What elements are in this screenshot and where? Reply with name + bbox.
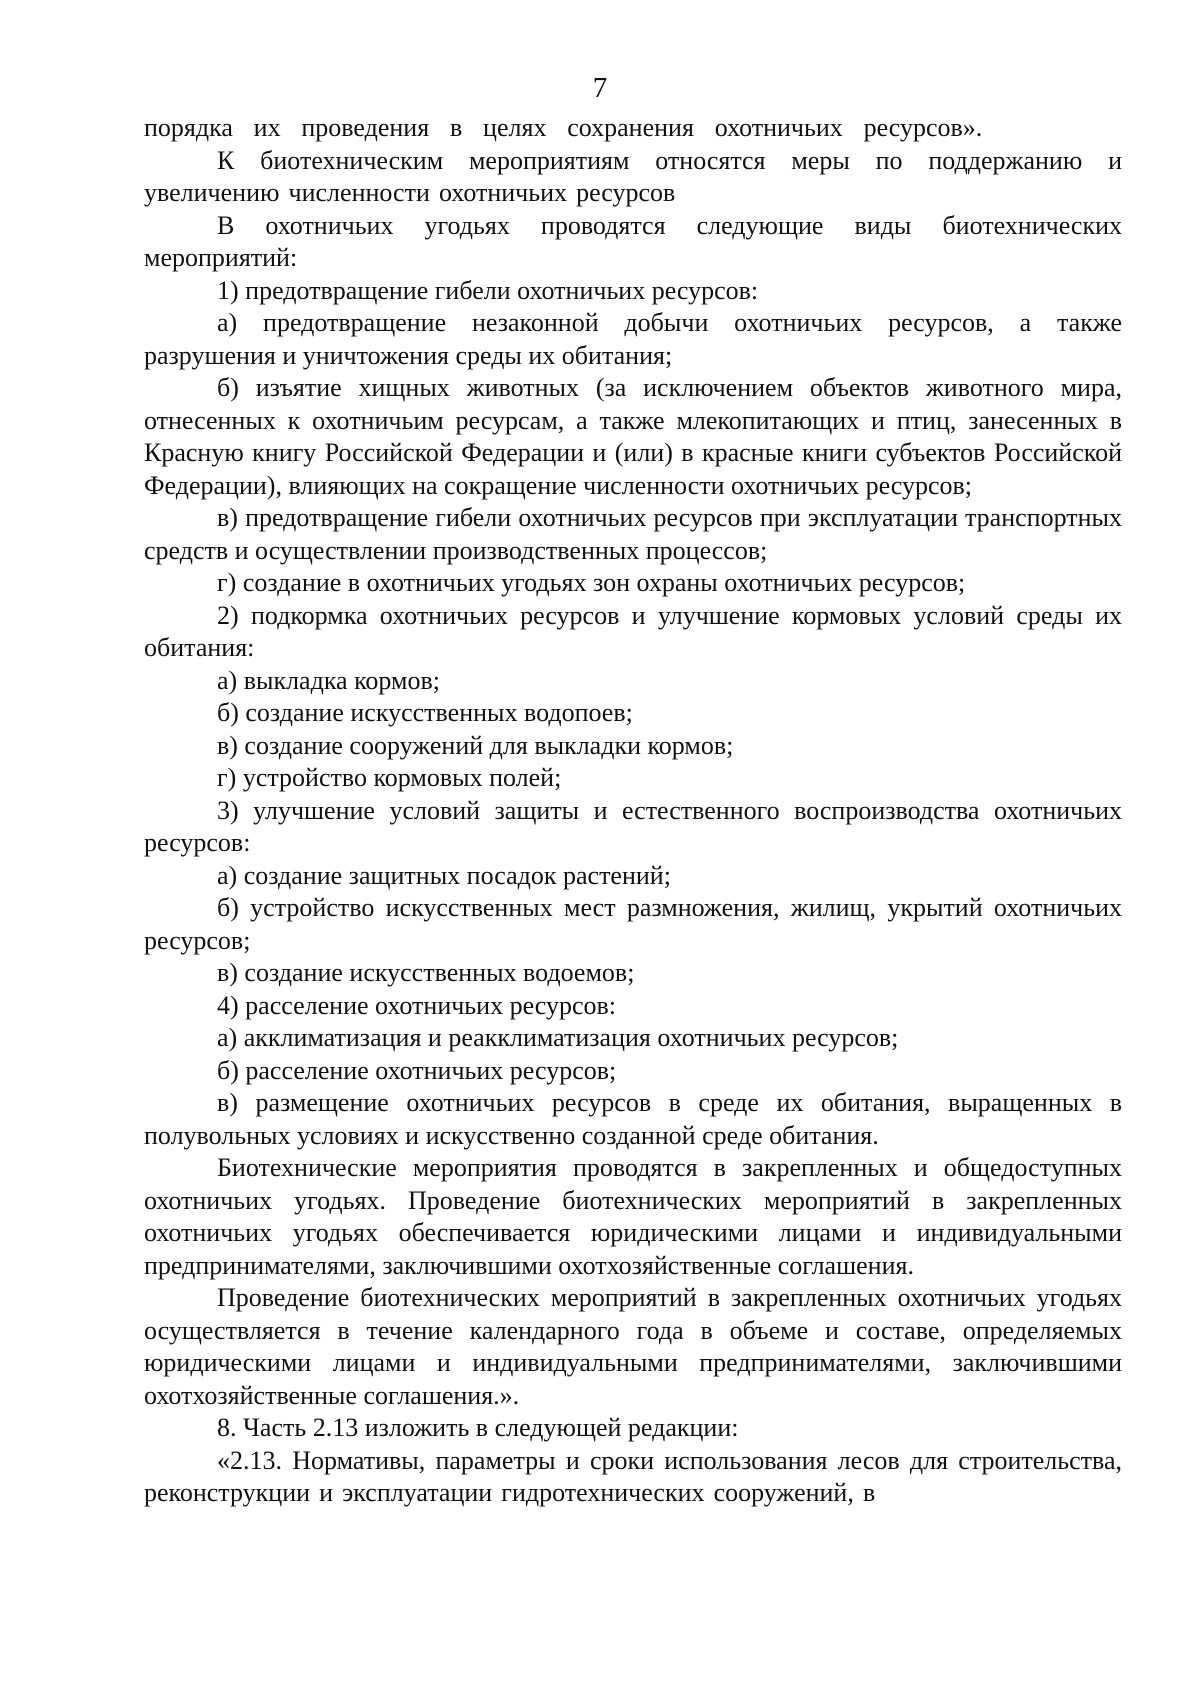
paragraph-part-2-13: 8. Часть 2.13 изложить в следующей редакции: [217,1413,739,1442]
list-item-4: 4) расселение охотничьих ресурсов: [217,990,617,1020]
paragraph-biotech-schedule: Проведение биотехнических мероприятий в закрепленных охотничьих угодьях осуществляется в течение календарного года в объеме и составе, определяемых юридическими лицами и индивидуальными предпринимателями, заключившими охотхозяйственные соглашения.». [144,1283,1122,1410]
list-item-1c: в) предотвращение гибели охотничьих ресурсов при эксплуатации транспортных средств и осуществлении производственных процессов; [144,503,1122,565]
list-item-4a: а) акклиматизация и реакклиматизация охотничьих ресурсов; [217,1023,899,1052]
list-item-3c: в) создание искусственных водоемов; [217,958,635,987]
list-item-2d: г) устройство кормовых полей; [217,763,562,792]
list-item-2: 2) подкормка охотничьих ресурсов и улучшение кормовых условий среды их обитания: [144,600,1122,662]
document-body [144,112,1122,1510]
list-item-4b: б) расселение охотничьих ресурсов; [217,1055,617,1085]
list-item-1d: г) создание в охотничьих угодьях зон охраны охотничьих ресурсов; [217,568,966,597]
list-item-1b: б) изъятие хищных животных (за исключением объектов животного мира, отнесенных к охотничьим ресурсам, а также млекопитающих и птиц, занесенных в Красную книгу Российской Федерации и (или) в красные книги субъектов Российской Федерации), влияющих на сокращение численности охотничьих ресурсов; [144,373,1122,500]
paragraph-biotech-definition: К биотехническим мероприятиям относятся меры по поддержанию и увеличению численности охотничьих ресурсов [144,145,1122,207]
list-item-3b: б) устройство искусственных мест размножения, жилищ, укрытий охотничьих ресурсов; [144,893,1122,955]
page-number: 7 [592,72,608,104]
list-item-3: 3) улучшение условий защиты и естественного воспроизводства охотничьих ресурсов: [144,795,1122,857]
list-item-2a: а) выкладка кормов; [217,665,440,695]
list-item-1a: а) предотвращение незаконной добычи охотничьих ресурсов, а также разрушения и уничтожения среды их обитания; [144,308,1122,370]
paragraph-biotech-types-intro: В охотничьих угодьях проводятся следующие виды биотехнических мероприятий: [144,210,1122,272]
list-item-3a: а) создание защитных посадок растений; [217,860,671,890]
paragraph-continuation: порядка их проведения в целях сохранения охотничьих ресурсов». [144,113,983,142]
list-item-2c: в) создание сооружений для выкладки кормов; [217,730,734,760]
list-item-2b: б) создание искусственных водопоев; [217,698,633,727]
paragraph-biotech-locations: Биотехнические мероприятия проводятся в закрепленных и общедоступных охотничьих угодьях. Проведение биотехнических мероприятий в закрепленных охотничьих угодьях обеспечивается юридическими лицами и индивидуальными предпринимателями, заключившими охотхозяйственные соглашения. [144,1153,1122,1280]
paragraph-2-13-text: «2.13. Нормативы, параметры и сроки использования лесов для строительства, реконструкции и эксплуатации гидротехнических сооружений, в [144,1445,1122,1507]
list-item-1: 1) предотвращение гибели охотничьих ресурсов: [217,275,759,305]
list-item-4c: в) размещение охотничьих ресурсов в среде их обитания, выращенных в полувольных условиях и искусственно созданной среде обитания. [144,1088,1122,1150]
